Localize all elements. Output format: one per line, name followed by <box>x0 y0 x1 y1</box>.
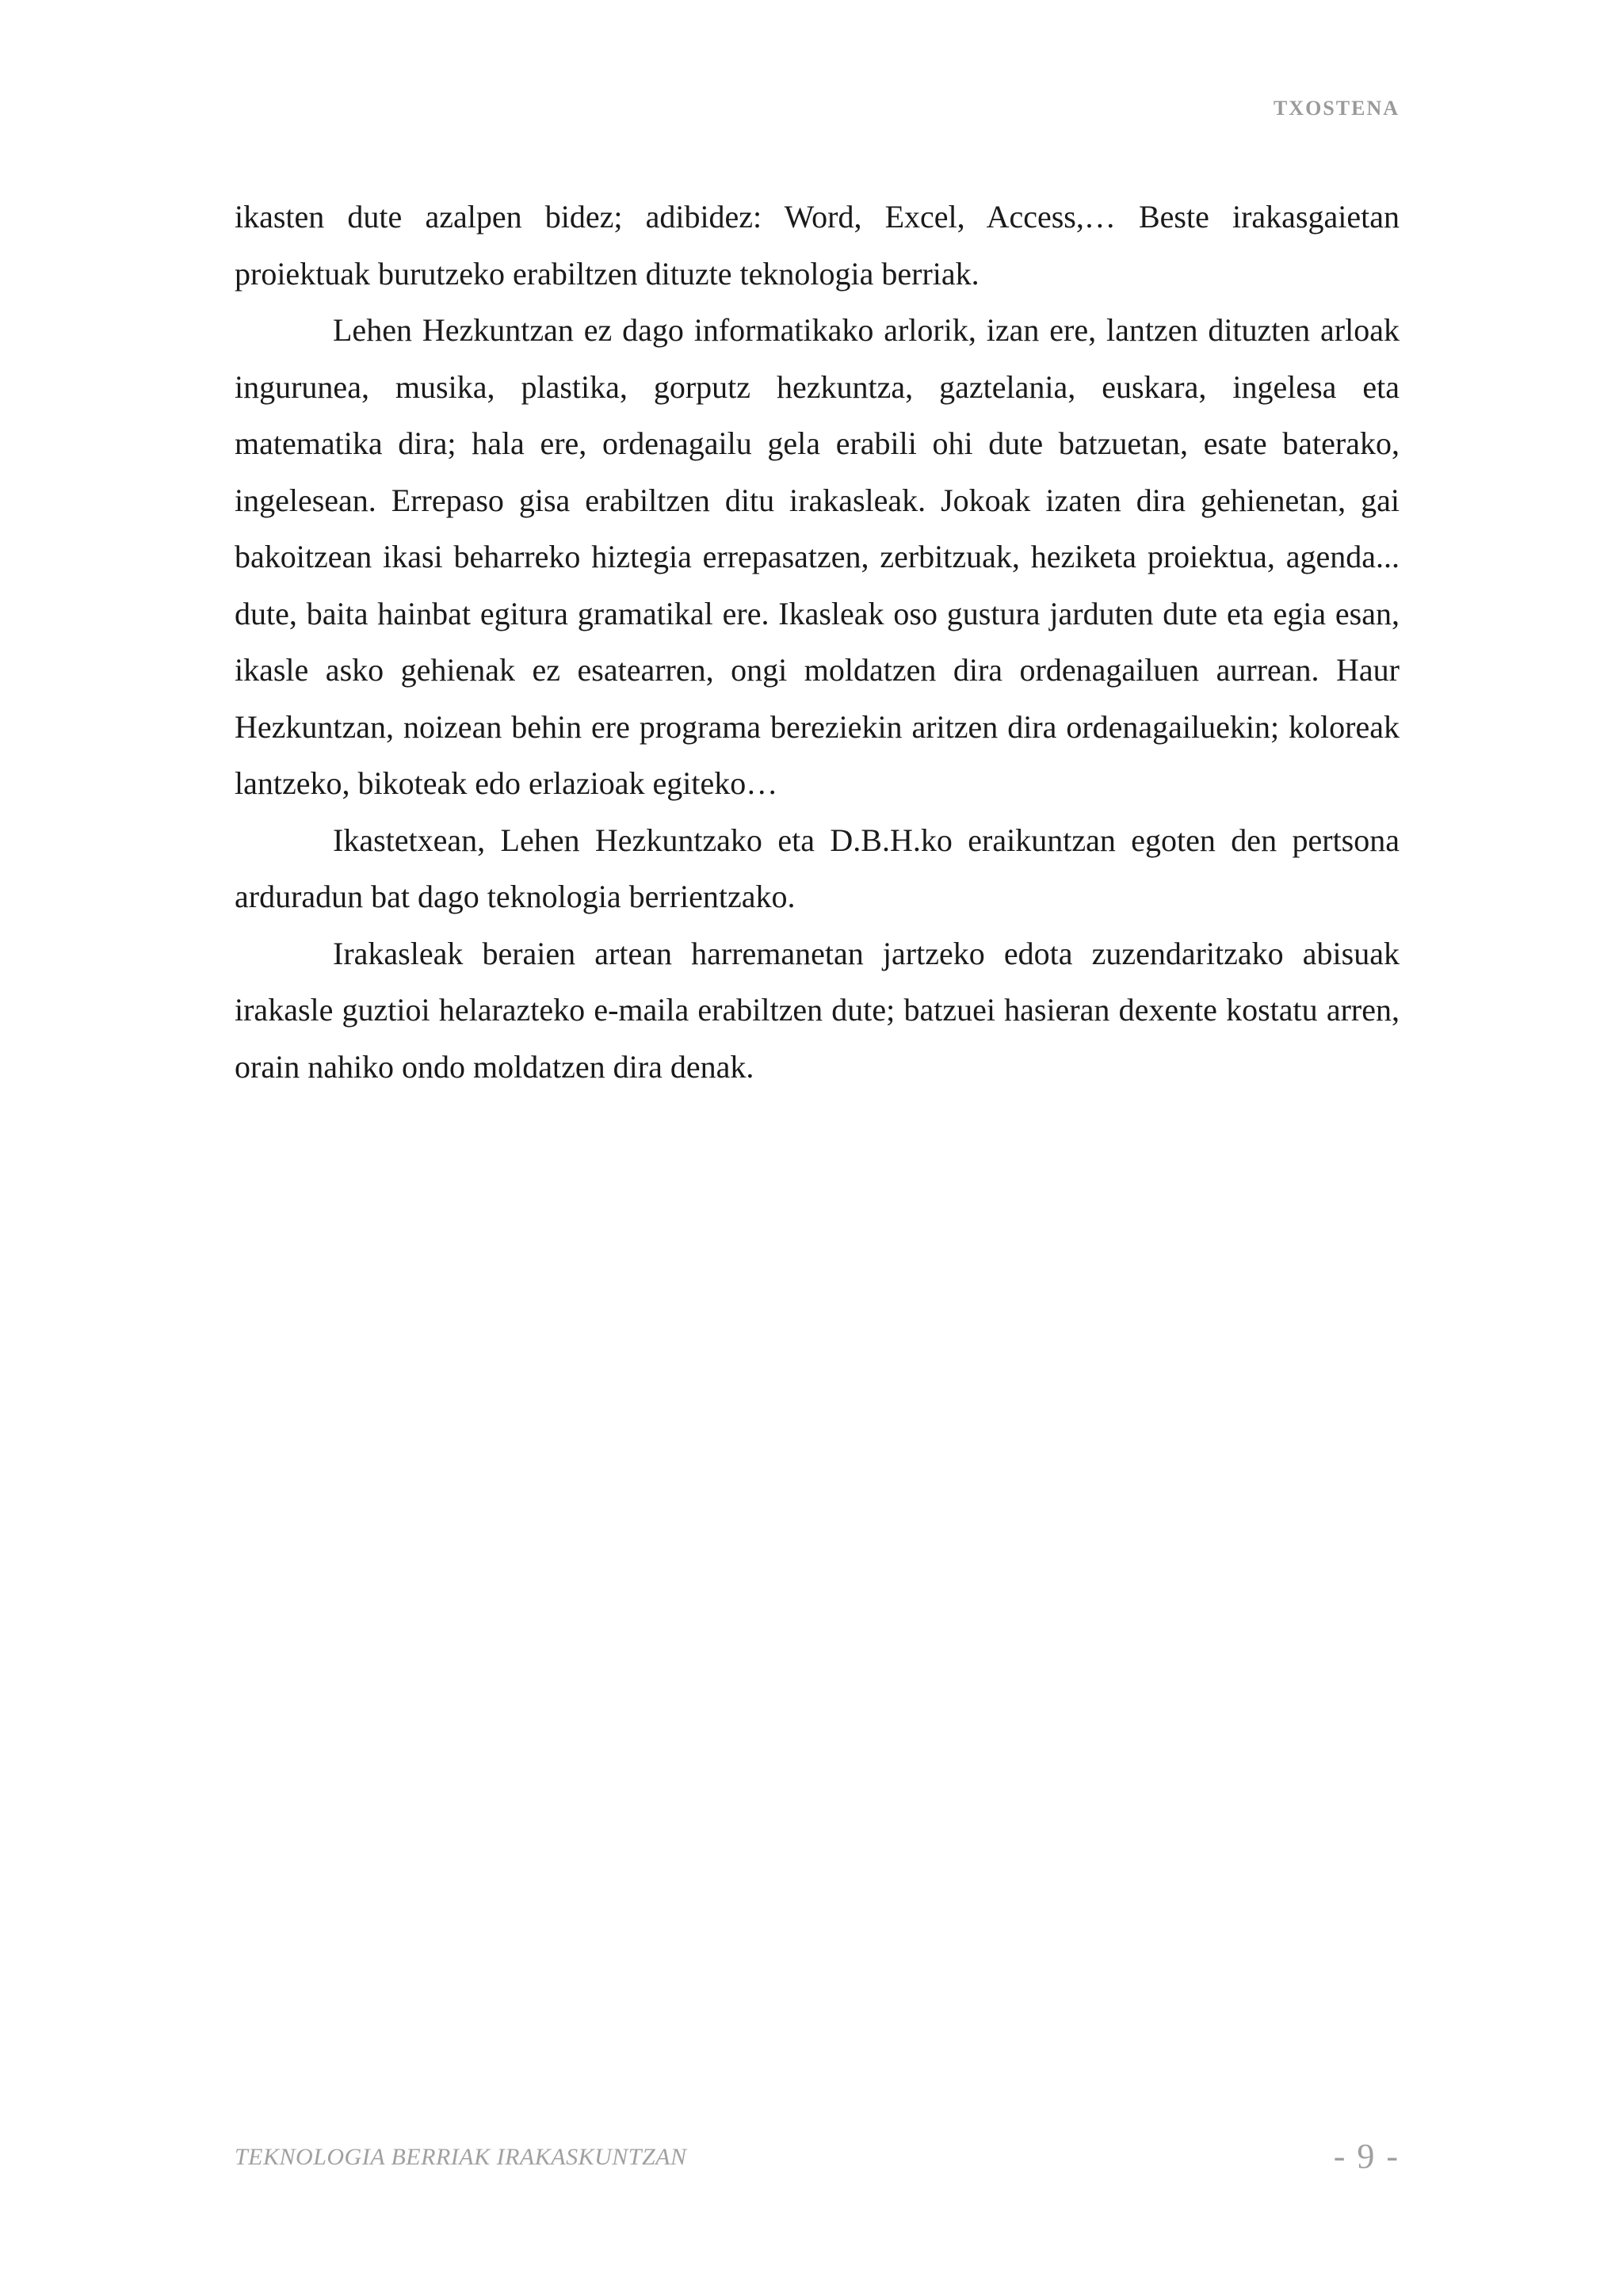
body-text <box>235 189 1400 1095</box>
running-header: TXOSTENA <box>1273 97 1400 120</box>
paragraph-continuation: ikasten dute azalpen bidez; adibidez: Word, Excel, Access,… Beste irakasgaietan proiektuak burutzeko erabiltzen dituzte teknologia berriak. <box>235 199 1400 292</box>
page-number: - 9 - <box>1333 2137 1400 2176</box>
paragraph-technology-coordinator: Ikastetxean, Lehen Hezkuntzako eta D.B.H.ko eraikuntzan egoten den pertsona arduradun bat dago teknologia berrientzako. <box>235 822 1400 914</box>
footer-title: TEKNOLOGIA BERRIAK IRAKASKUNTZAN <box>235 2144 687 2170</box>
paragraph-primary-education: Lehen Hezkuntzan ez dago informatikako arlorik, izan ere, lantzen dituzten arloak ingurunea, musika, plastika, gorputz hezkuntza, gaztelania, euskara, ingelesa eta matematika dira; hala ere, ordenagailu gela erabili ohi dute batzuetan, esate baterako, ingelesean. Errepaso gisa erabiltzen ditu irakasleak. Jokoak izaten dira gehienetan, gai bakoitzean ikasi beharreko hiztegia errepasatzen, zerbitzuak, heziketa proiektua, agenda... dute, baita hainbat egitura gramatikal ere. Ikasleak oso gustura jarduten dute eta egia esan, ikasle asko gehienak ez esatearren, ongi moldatzen dira ordenagailuen aurrean. Haur Hezkuntzan, noizean behin ere programa bereziekin aritzen dira ordenagailuekin; koloreak lantzeko, bikoteak edo erlazioak egiteko… <box>235 312 1400 801</box>
paragraph-teacher-email: Irakasleak beraien artean harremanetan jartzeko edota zuzendaritzako abisuak irakasle guztioi helarazteko e-maila erabiltzen dute; batzuei hasieran dexente kostatu arren, orain nahiko ondo moldatzen dira denak. <box>235 935 1400 1085</box>
